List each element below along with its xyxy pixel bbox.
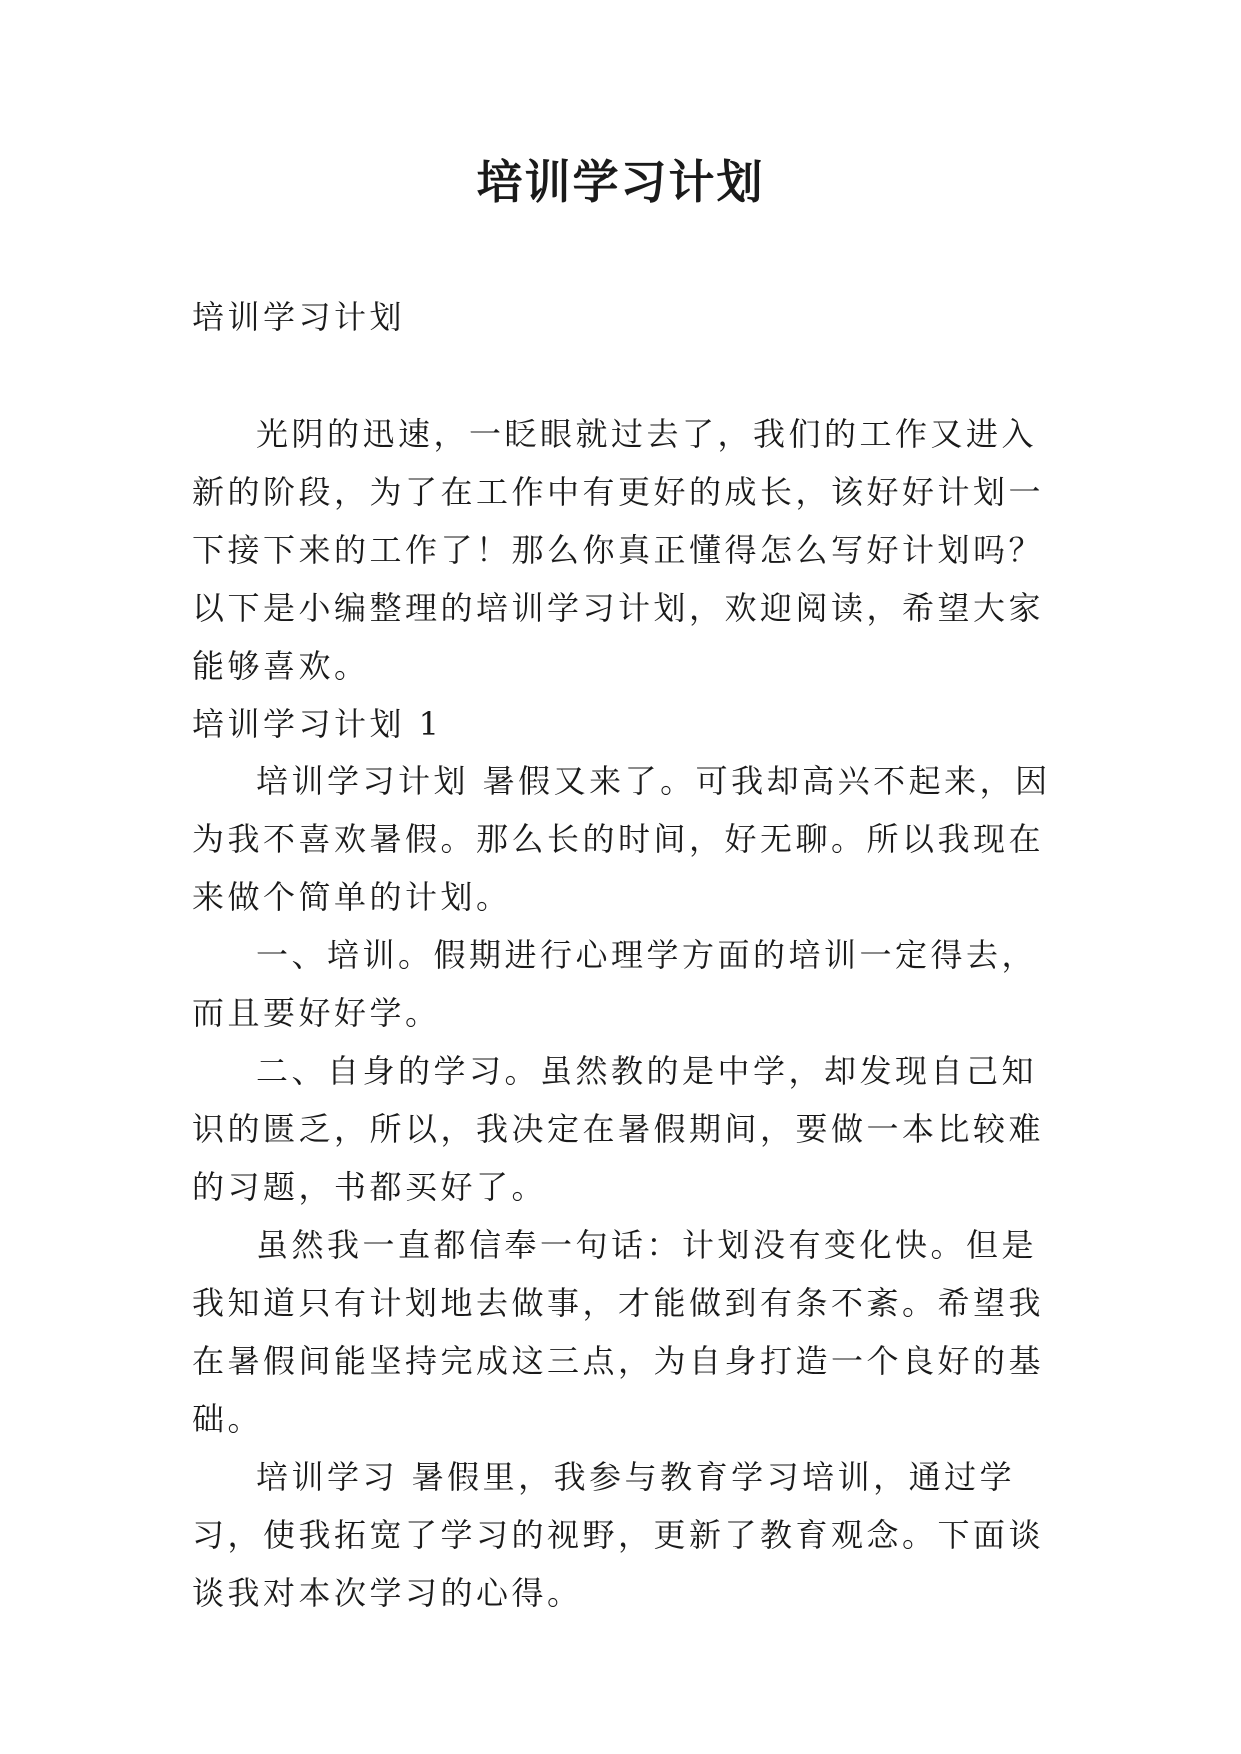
paragraph: 一、培训。假期进行心理学方面的培训一定得去，而且要好好学。 xyxy=(192,936,1038,1032)
document-subtitle: 培训学习计划 xyxy=(192,298,406,336)
paragraph: 二、自身的学习。虽然教的是中学，却发现自己知识的匮乏，所以，我决定在暑假期间，要做一本比较难的习题，书都买好了。 xyxy=(192,1052,1045,1206)
document-title: 培训学习计划 xyxy=(476,155,765,209)
intro-paragraph: 光阴的迅速，一眨眼就过去了，我们的工作又进入新的阶段，为了在工作中有更好的成长，该好好计划一下接下来的工作了！那么你真正懂得怎么写好计划吗？以下是小编整理的培训学习计划，欢迎阅读，希望大家能够喜欢。 xyxy=(192,415,1045,685)
paragraph: 虽然我一直都信奉一句话：计划没有变化快。但是我知道只有计划地去做事，才能做到有条不紊。希望我在暑假间能坚持完成这三点，为自身打造一个良好的基础。 xyxy=(192,1226,1045,1438)
paragraph: 培训学习 暑假里，我参与教育学习培训，通过学习，使我拓宽了学习的视野，更新了教育观念。下面谈谈我对本次学习的心得。 xyxy=(192,1458,1045,1612)
section-heading: 培训学习计划 1 xyxy=(192,705,443,743)
paragraph: 培训学习计划 暑假又来了。可我却高兴不起来，因为我不喜欢暑假。那么长的时间，好无聊。所以我现在来做个简单的计划。 xyxy=(192,762,1051,916)
section-body xyxy=(192,752,1052,1622)
